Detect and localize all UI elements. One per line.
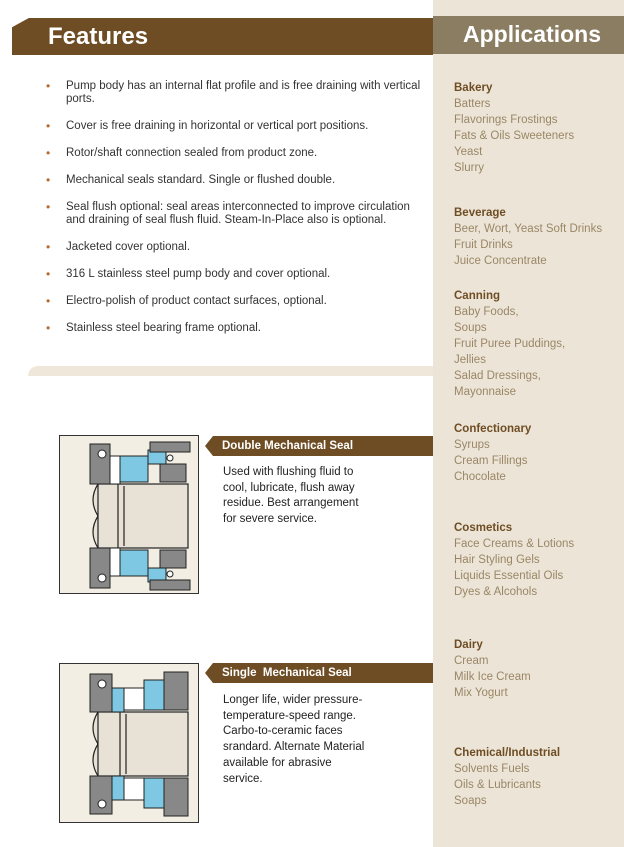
double-seal-description: Used with flushing fluid to cool, lubricate, flush away residue. Best arrangement for severe service. <box>223 466 359 526</box>
single-seal-description: Longer life, wider pressure-temperature-speed range. Carbo-to-ceramic faces srandard. Alternate Material available for abrasive service. <box>223 694 365 785</box>
feature-item <box>44 147 424 160</box>
single-seal-drawing <box>60 664 198 822</box>
app-item: Baby Foods, <box>454 306 519 318</box>
section-divider <box>28 366 433 376</box>
app-group-dairy <box>454 637 619 701</box>
app-group-chemical-industrial <box>454 745 619 809</box>
double-seal-title: Double Mechanical Seal <box>222 440 354 452</box>
app-item: Solvents Fuels <box>454 763 530 775</box>
app-category: Chemical/Industrial <box>454 747 561 759</box>
feature-item <box>44 120 424 133</box>
app-item: Cream Fillings <box>454 455 528 467</box>
app-item: Liquids Essential Oils <box>454 570 564 582</box>
app-item: Fats & Oils Sweeteners <box>454 130 575 142</box>
bullet-icon: • <box>46 294 51 308</box>
bullet-icon: • <box>46 321 51 335</box>
feature-text: Electro-polish of product contact surfaces, optional. <box>66 295 327 307</box>
app-category: Canning <box>454 290 500 302</box>
app-item: Dyes & Alcohols <box>454 586 538 598</box>
app-item: Slurry <box>454 162 485 174</box>
double-seal-pointer <box>205 436 213 456</box>
feature-item <box>44 295 424 308</box>
single-seal-pointer <box>205 663 213 683</box>
single-seal-title: Single Mechanical Seal <box>222 667 352 679</box>
app-item: Fruit Drinks <box>454 239 513 251</box>
feature-text: Mechanical seals standard. Single or flushed double. <box>66 174 336 186</box>
feature-list <box>44 80 424 335</box>
app-item: Hair Styling Gels <box>454 554 540 566</box>
app-item: Chocolate <box>454 471 506 483</box>
feature-item <box>44 241 424 254</box>
app-category: Beverage <box>454 207 506 219</box>
app-group-bakery <box>454 80 619 176</box>
app-item: Jellies <box>454 354 486 366</box>
app-item: Milk Ice Cream <box>454 671 531 683</box>
app-item: Oils & Lubricants <box>454 779 541 791</box>
app-item: Syrups <box>454 439 490 451</box>
feature-text: Cover is free draining in horizontal or vertical port positions. <box>66 120 369 132</box>
app-item: Soups <box>454 322 487 334</box>
feature-text: Stainless steel bearing frame optional. <box>66 322 261 334</box>
bullet-icon: • <box>46 146 51 160</box>
app-category: Dairy <box>454 639 483 651</box>
app-item: Mayonnaise <box>454 386 517 398</box>
app-item: Cream <box>454 655 489 667</box>
app-item: Soaps <box>454 795 487 807</box>
app-category: Confectionary <box>454 423 532 435</box>
app-category: Cosmetics <box>454 522 513 534</box>
feature-item <box>44 201 424 227</box>
app-item: Beer, Wort, Yeast Soft Drinks <box>454 223 603 235</box>
bullet-icon: • <box>46 267 51 281</box>
applications-title: Applications <box>463 21 602 47</box>
feature-text: Pump body has an internal flat profile and is free draining with vertical ports. <box>66 80 421 105</box>
app-item: Flavorings Frostings <box>454 114 558 126</box>
feature-text: 316 L stainless steel pump body and cover optional. <box>66 268 331 280</box>
double-seal-drawing <box>60 436 198 593</box>
app-group-canning <box>454 288 619 400</box>
double-seal-diagram <box>59 435 199 594</box>
bullet-icon: • <box>46 79 51 93</box>
bullet-icon: • <box>46 240 51 254</box>
feature-item <box>44 174 424 187</box>
app-item: Batters <box>454 98 491 110</box>
app-item: Fruit Puree Puddings, <box>454 338 566 350</box>
feature-item <box>44 322 424 335</box>
app-item: Juice Concentrate <box>454 255 547 267</box>
app-category: Bakery <box>454 82 493 94</box>
features-title: Features <box>48 23 149 50</box>
single-seal-diagram <box>59 663 199 823</box>
app-item: Face Creams & Lotions <box>454 538 575 550</box>
feature-item <box>44 80 424 106</box>
bullet-icon: • <box>46 119 51 133</box>
bullet-icon: • <box>46 200 51 214</box>
feature-text: Jacketed cover optional. <box>66 241 191 253</box>
bullet-icon: • <box>46 173 51 187</box>
feature-text: Rotor/shaft connection sealed from product zone. <box>66 147 318 159</box>
feature-text: Seal flush optional: seal areas interconnected to improve circulation and draining of seal flush fluid. Steam-In-Place also is optional. <box>66 201 410 226</box>
app-item: Yeast <box>454 146 483 158</box>
app-group-confectionary <box>454 421 619 485</box>
app-group-cosmetics <box>454 520 619 600</box>
app-group-beverage <box>454 205 619 269</box>
app-item: Salad Dressings, <box>454 370 541 382</box>
app-item: Mix Yogurt <box>454 687 508 699</box>
feature-item <box>44 268 424 281</box>
